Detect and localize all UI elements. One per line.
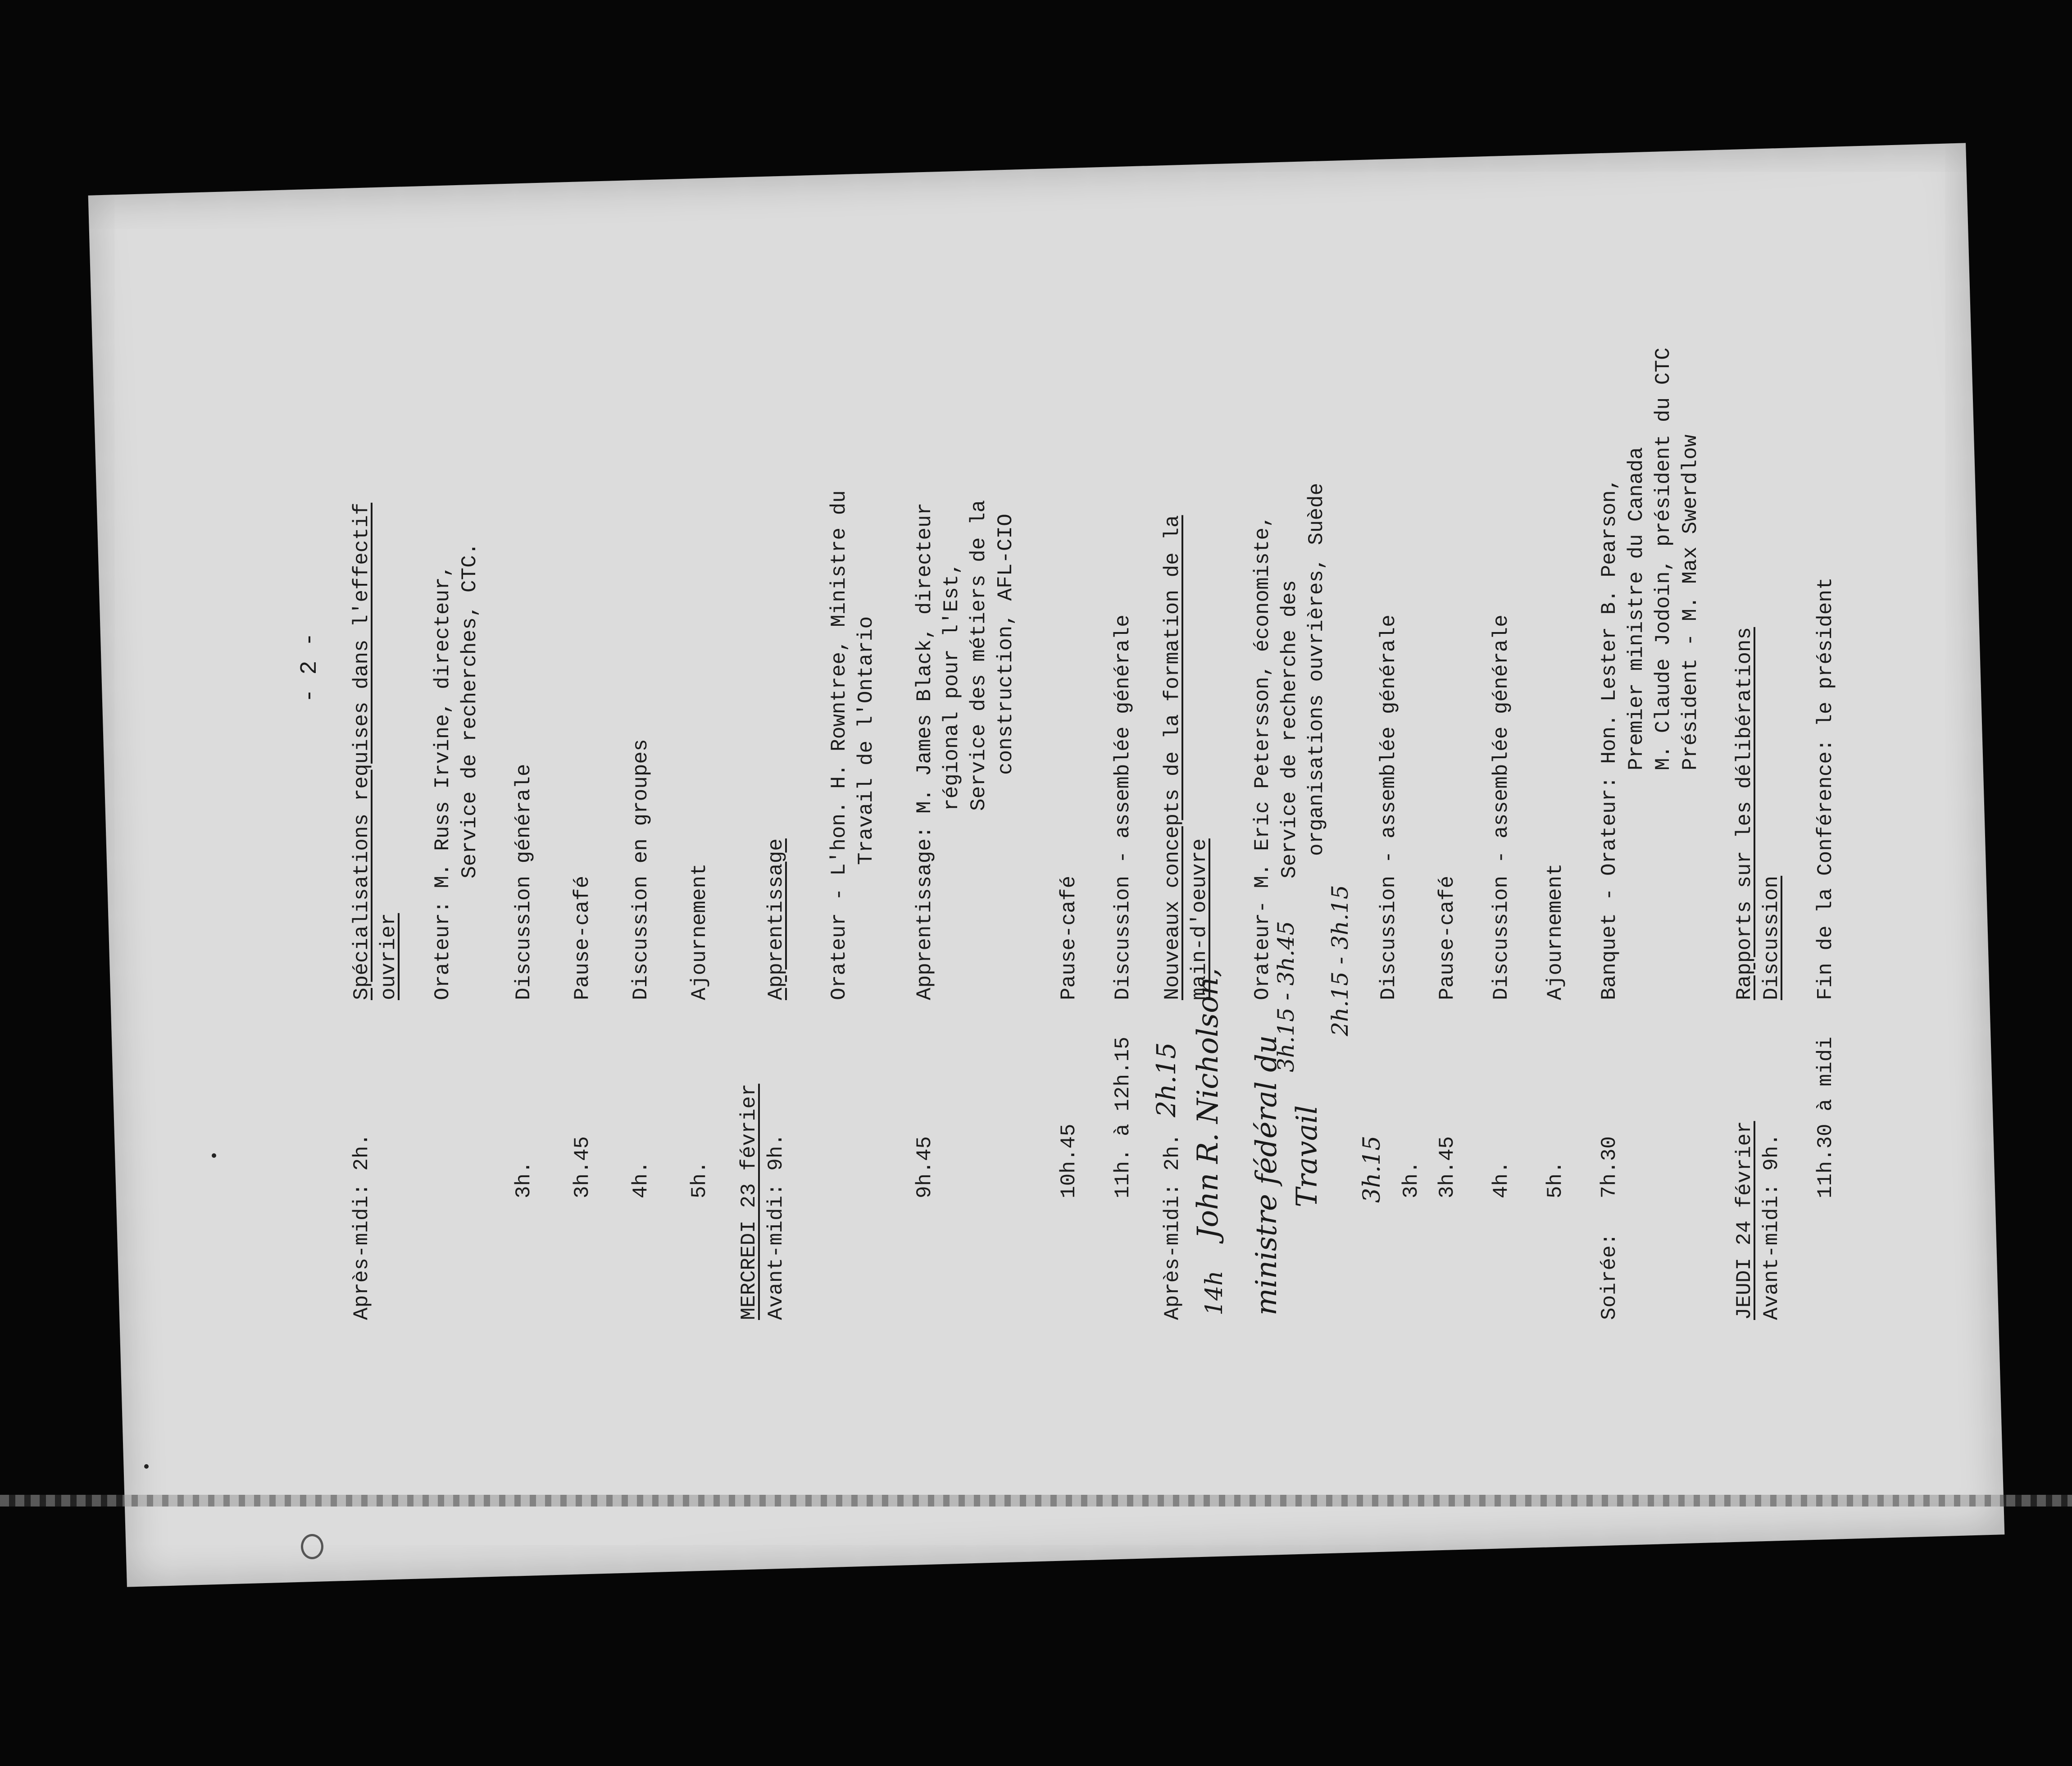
time-3h45-b: 3h.45 [1436,1136,1459,1198]
speaker-black-3: Service des métiers de la [967,500,991,811]
handwritten-name-nicholson: John R. Nicholson, [1191,968,1225,1239]
section-title-nouveaux-concepts-2: main-d'oeuvre [1188,838,1211,1000]
speaker-black-2: régional pour l'Est, [940,562,963,811]
dust-speck [144,1464,149,1469]
entry-banquet-1: Banquet - Orateur: Hon. Lester B. Pearson, [1598,478,1621,1000]
handwritten-time-3h15: 3h.15 [1359,1135,1386,1203]
time-9h45: 9h.45 [913,1136,936,1198]
handwritten-role-2: Travail [1290,1105,1324,1207]
entry-banquet-4: Président - M. Max Swerdlow [1679,434,1702,770]
handwritten-role-1: ministre fédéral du [1250,1035,1283,1315]
speaker-irvine-1: Orateur: M. Russ Irvine, directeur, [431,564,454,1000]
day-jeudi: JEUDI 24 février [1733,1121,1756,1320]
section-title-apprentissage: Apprentissage [764,838,788,1000]
section-title-specialisations-1: Spécialisations requises dans l'effectif [350,502,373,1000]
entry-discussion-assemblee-3: Discussion - assemblée générale [1490,614,1513,1000]
speaker-black-1: Apprentissage: M. James Black, directeur [913,502,936,1000]
speaker-rowntree-1: Orateur - L'hon. H. Rowntree, Ministre du [827,490,851,1000]
time-5h-b: 5h. [1544,1161,1567,1198]
speaker-petersson-1: Orateur- M. Eric Petersson, économiste, [1251,515,1274,1000]
section-title-specialisations-2: ouvrier [377,913,400,1000]
dust-speck [212,1153,216,1158]
time-avant-midi-wed: Avant-midi: 9h. [764,1133,788,1320]
entry-discussion-groupes: Discussion en groupes [629,739,653,1000]
handwritten-time-14h: 14h [1201,1270,1228,1315]
time-10h45: 10h.45 [1057,1124,1081,1198]
time-7h30: 7h.30 [1598,1136,1621,1198]
speaker-petersson-2: Service de recherche des [1278,580,1301,878]
speaker-petersson-3: organisations ouvrières, Suède [1305,482,1328,856]
entry-pause-cafe-2: Pause-café [1057,875,1081,1000]
speaker-black-4: construction, AFL-CIO [994,514,1018,775]
time-4h-b: 4h. [1490,1161,1513,1198]
time-apres-midi-1: Après-midi: 2h. [350,1133,373,1320]
time-avant-midi-thu: Avant-midi: 9h. [1760,1133,1783,1320]
entry-pause-cafe-1: Pause-café [571,875,594,1000]
entry-ajournement-2: Ajournement [1544,863,1567,1000]
entry-discussion-assemblee-2: Discussion - assemblée générale [1377,614,1400,1000]
handwritten-time-2h15: 2h.15 [1151,1042,1181,1117]
time-soiree: Soirée: [1598,1233,1621,1320]
time-4h-a: 4h. [629,1161,653,1198]
document-content [36,18,1838,1370]
entry-discussion-assemblee-1: Discussion - assemblée générale [1111,614,1135,1000]
day-mercredi: MERCREDI 23 février [737,1083,761,1320]
film-artifact-stripe [0,1495,2072,1507]
pen-mark [301,1534,323,1559]
section-title-nouveaux-concepts-1: Nouveaux concepts de la formation de la [1161,515,1184,1000]
time-3h-a: 3h. [512,1161,536,1198]
entry-banquet-3: M. Claude Jodoin, président du CTC [1652,347,1675,770]
handwritten-range-2h15-3h15: 2h.15 - 3h.15 [1327,885,1353,1036]
handwritten-range-3h15-3h45: 3h.15 - 3h.45 [1273,921,1299,1072]
entry-ajournement-1: Ajournement [688,863,711,1000]
time-apres-midi-2: Après-midi: 2h. [1161,1133,1184,1320]
speaker-rowntree-2: Travail de l'Ontario [854,616,878,865]
time-11h30-midi: 11h.30 à midi [1814,1037,1837,1198]
entry-pause-cafe-3: Pause-café [1436,875,1459,1000]
time-11h-12h15: 11h. à 12h.15 [1111,1037,1135,1198]
time-5h-a: 5h. [688,1161,711,1198]
section-title-rapports-1: Rapports sur les délibérations [1733,627,1756,1000]
speaker-irvine-2: Service de recherches, CTC. [458,542,482,878]
section-title-rapports-2: Discussion [1760,875,1783,1000]
time-3h-b: 3h. [1400,1161,1423,1198]
page-number: - 2 - [296,632,323,703]
entry-banquet-2: Premier ministre du Canada [1625,447,1648,770]
entry-discussion-generale: Discussion générale [512,764,536,1000]
time-3h45-a: 3h.45 [571,1136,594,1198]
entry-fin-conference: Fin de la Conférence: le président [1814,577,1837,1000]
